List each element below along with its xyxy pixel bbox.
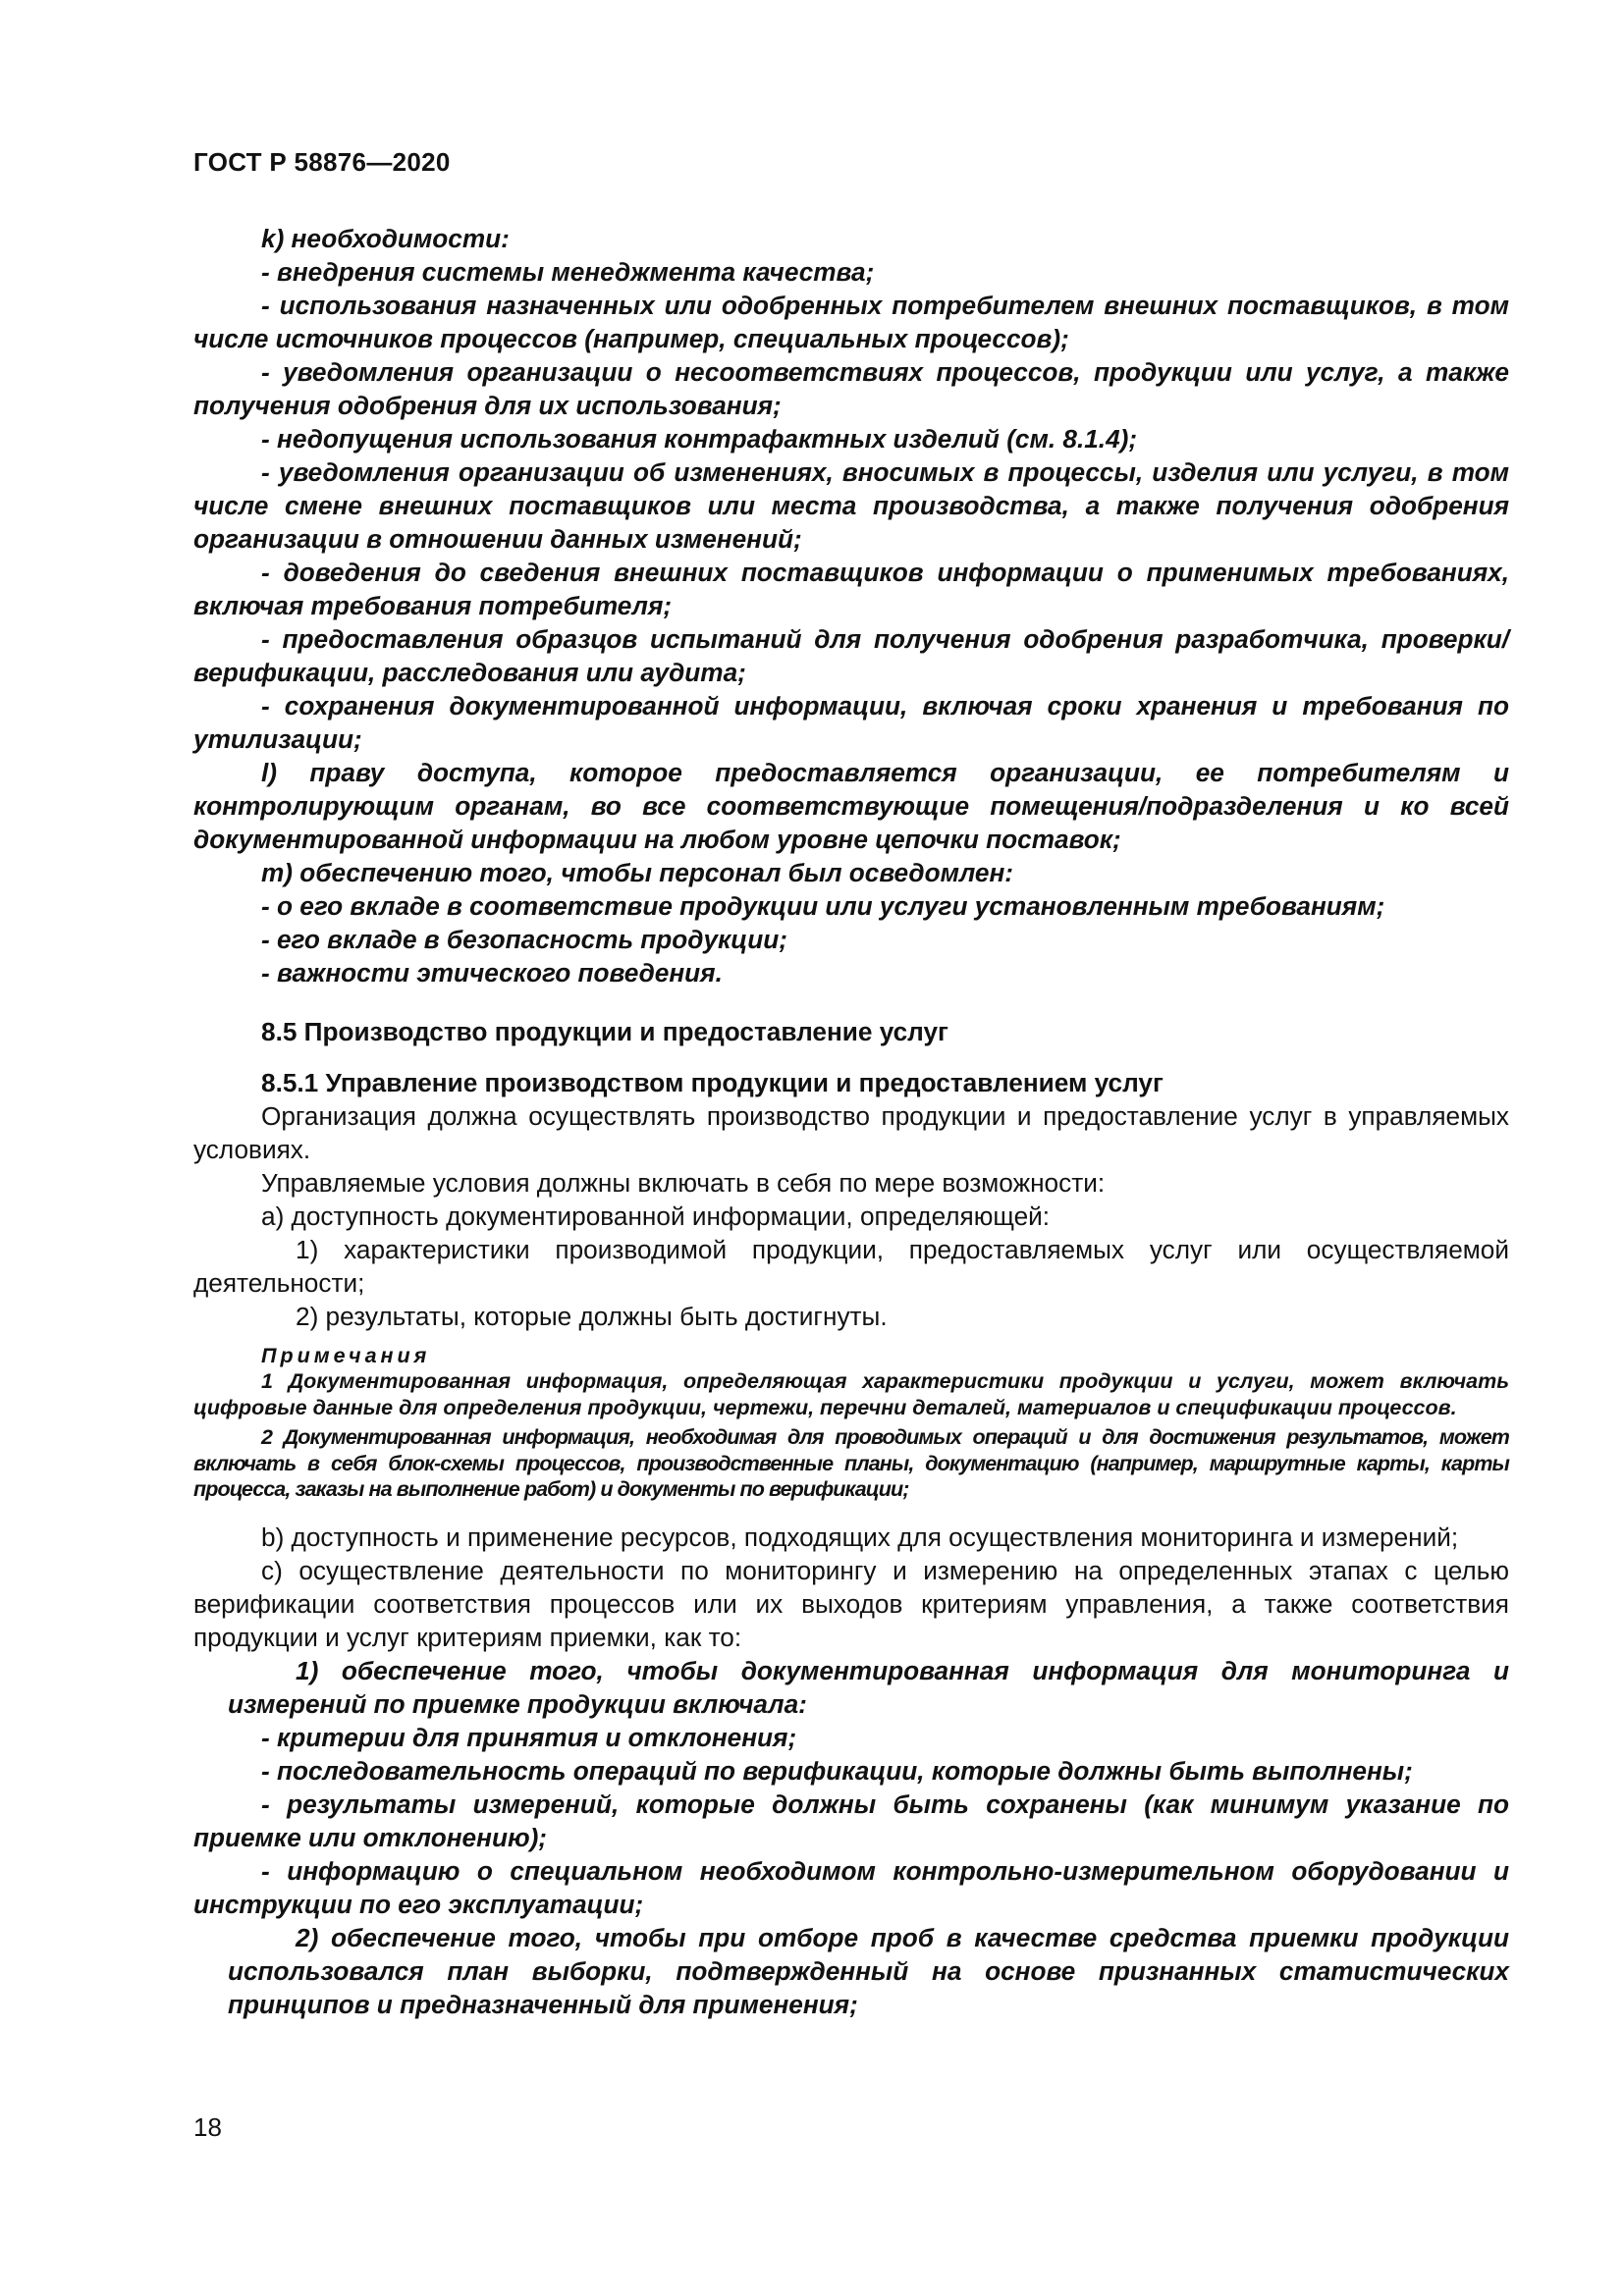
item-k-title: k) необходимости:: [261, 224, 510, 253]
list-item-c1-bullet: - критерии для принятия и отклонения;: [261, 1722, 797, 1752]
list-item-a1: 1) характеристики производимой продукции, предоставляемых услуг или осуществляемой деятельности;: [193, 1235, 1509, 1298]
item-k-bullet: - предоставления образцов испытаний для получения одобрения разработчика, проверки/верификации, расследования или аудита;: [193, 624, 1509, 687]
list-item-c1-bullet: - последовательность операций по верификации, которые должны быть выполнены;: [261, 1755, 1413, 1786]
list-item-c1: 1) обеспечение того, чтобы документированная информация для мониторинга и измерений по приемке продукции включала:: [228, 1655, 1509, 1719]
standard-code-header: ГОСТ Р 58876—2020: [193, 147, 451, 177]
item-l: l) праву доступа, которое предоставляется организации, ее потребителям и контролирующим органам, во все соответствующие помещения/подразделения и ко всей документированной информации на любом уровне цепочки поставок;: [193, 758, 1509, 854]
item-k-bullet: - использования назначенных или одобренных потребителем внешних поставщиков, в том числе источников процессов (например, специальных процессов);: [193, 291, 1509, 353]
list-item-b: b) доступность и применение ресурсов, подходящих для осуществления мониторинга и измерений;: [261, 1522, 1459, 1552]
item-k-bullet: - недопущения использования контрафактных изделий (см. 8.1.4);: [261, 424, 1138, 454]
list-item-c1-bullet: - результаты измерений, которые должны быть сохранены (как минимум указание по приемке или отклонению);: [193, 1789, 1509, 1852]
document-body: [193, 222, 1509, 2021]
item-m-bullet: - его вкладе в безопасность продукции;: [261, 925, 787, 954]
page-number: 18: [193, 2112, 222, 2142]
item-m-bullet: - о его вкладе в соответствие продукции или услуги установленным требованиям;: [261, 891, 1385, 921]
item-m-title: m) обеспечению того, чтобы персонал был осведомлен:: [261, 858, 1014, 887]
note-1: 1 Документированная информация, определяющая характеристики продукции и услуги, может включать цифровые данные для определения продукции, чертежи, перечни деталей, материалов и спецификации процессов.: [193, 1369, 1509, 1419]
item-k-bullet: - доведения до сведения внешних поставщиков информации о применимых требованиях, включая требования потребителя;: [193, 558, 1509, 620]
section-heading-8-5: 8.5 Производство продукции и предоставление услуг: [261, 1017, 948, 1046]
list-item-a: а) доступность документированной информации, определяющей:: [261, 1201, 1051, 1231]
paragraph: Управляемые условия должны включать в себя по мере возможности:: [261, 1168, 1106, 1198]
section-heading-8-5-1: 8.5.1 Управление производством продукции и предоставлением услуг: [261, 1068, 1164, 1097]
paragraph: Организация должна осуществлять производство продукции и предоставление услуг в управляемых условиях.: [193, 1101, 1509, 1164]
item-k-bullet: - внедрения системы менеджмента качества;: [261, 257, 875, 287]
list-item-c1-bullet: - информацию о специальном необходимом контрольно-измерительном оборудовании и инструкции по его эксплуатации;: [193, 1855, 1509, 1919]
list-item-a2: 2) результаты, которые должны быть достигнуты.: [296, 1302, 888, 1331]
item-k-bullet: - уведомления организации о несоответствиях процессов, продукции или услуг, а также получения одобрения для их использования;: [193, 357, 1509, 420]
item-k-bullet: - сохранения документированной информации, включая сроки хранения и требования по утилизации;: [193, 691, 1509, 754]
item-m-bullet: - важности этического поведения.: [261, 958, 723, 988]
notes-title: Примечания: [261, 1344, 431, 1367]
note-2: 2 Документированная информация, необходимая для проводимых операций и для достижения результатов, может включать в себя блок-схемы процессов, производственные планы, документацию (например, маршрутные карты, карты процесса, заказы на выполнение работ) и документы по верификации;: [193, 1425, 1509, 1501]
list-item-c2: 2) обеспечение того, чтобы при отборе проб в качестве средства приемки продукции использовался план выборки, подтвержденный на основе признанных статистических принципов и предназначенный для применения;: [228, 1922, 1509, 2019]
list-item-c: с) осуществление деятельности по мониторингу и измерению на определенных этапах с целью верификации соответствия процессов или их выходов критериям управления, а также соответствия продукции и услуг критериям приемки, как то:: [193, 1555, 1509, 1652]
item-k-bullet: - уведомления организации об изменениях, вносимых в процессы, изделия или услуги, в том числе смене внешних поставщиков или места производства, а также получения одобрения организации в отношении данных изменений;: [193, 457, 1509, 554]
